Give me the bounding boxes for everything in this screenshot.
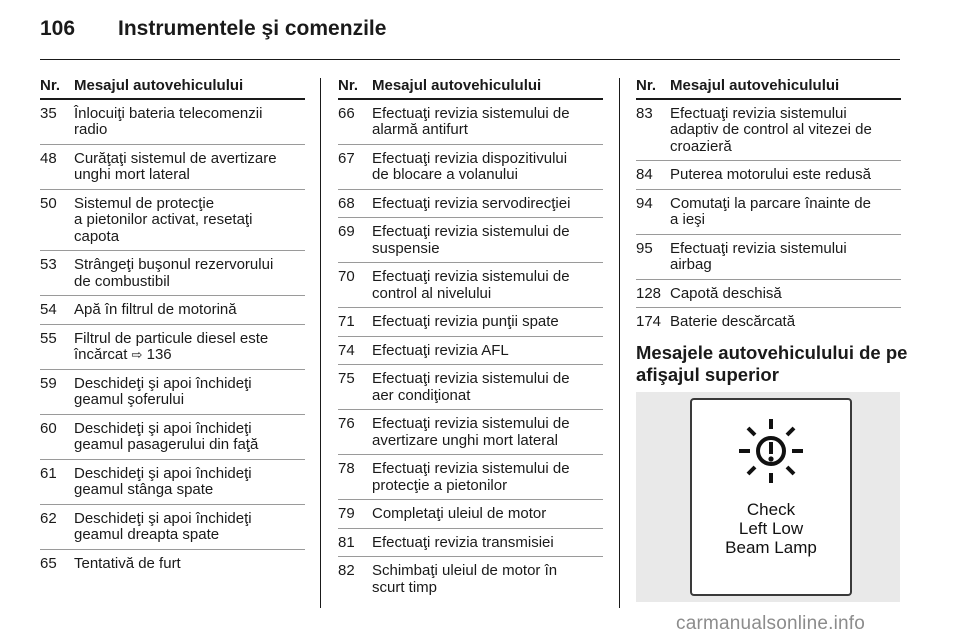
column-divider xyxy=(320,78,321,608)
message-label: Baterie descărcată xyxy=(670,313,796,330)
message-number: 78 xyxy=(338,455,372,500)
message-label: Schimbaţi uleiul de motor în scurt timp xyxy=(372,562,558,596)
column-header-message: Mesajul autovehiculului xyxy=(372,78,603,99)
message-table xyxy=(338,78,603,601)
message-number: 65 xyxy=(40,554,57,572)
message-label: Deschideţi şi apoi închideţi geamul şoferului xyxy=(74,374,252,408)
table-row xyxy=(636,161,901,190)
message-text xyxy=(372,336,603,365)
message-text xyxy=(670,279,901,308)
message-label: Efectuaţi revizia sistemului de control al nivelului xyxy=(372,268,570,302)
message-text xyxy=(74,414,305,459)
message-label: Deschideţi şi apoi închideţi geamul dreapta spate xyxy=(74,509,252,543)
table-row xyxy=(338,99,603,145)
message-number: 76 xyxy=(338,410,372,455)
bulb-warning-icon xyxy=(734,414,808,493)
column-divider xyxy=(619,78,620,608)
message-number: 60 xyxy=(40,414,74,459)
message-text xyxy=(74,296,305,325)
message-label: Efectuaţi revizia transmisiei xyxy=(372,533,554,551)
message-label: Efectuaţi revizia sistemului de aer condiţionat xyxy=(372,370,570,404)
message-label: Sistemul de protecţie a pietonilor activat, resetaţi capota xyxy=(74,194,253,245)
message-label: Efectuaţi revizia punţii spate xyxy=(372,313,559,330)
message-text xyxy=(372,144,603,189)
page-reference-link[interactable]: 136 xyxy=(146,346,172,363)
column-header-nr: Nr. xyxy=(338,78,372,99)
message-table xyxy=(40,78,305,577)
message-column-2 xyxy=(338,78,603,601)
message-number: 81 xyxy=(338,528,372,557)
table-row xyxy=(338,218,603,263)
message-label: Efectuaţi revizia dispozitivului de blocare a volanului xyxy=(372,149,568,183)
message-text xyxy=(372,500,603,529)
page-number: 106 xyxy=(40,17,76,40)
table-row xyxy=(338,189,603,218)
message-label: Curăţaţi sistemul de avertizare unghi mort lateral xyxy=(74,149,277,183)
message-text xyxy=(670,161,901,190)
message-number: 70 xyxy=(338,263,372,308)
message-text xyxy=(74,251,305,296)
message-number: 35 xyxy=(40,99,74,145)
message-number: 48 xyxy=(40,144,74,189)
message-text xyxy=(74,189,305,251)
message-number: 95 xyxy=(636,234,670,279)
table-row xyxy=(338,500,603,529)
section-heading: Mesajele autovehiculului de pe afişajul superior xyxy=(636,342,908,385)
table-row xyxy=(40,144,305,189)
table-row xyxy=(40,251,305,296)
table-row xyxy=(636,189,901,234)
message-label: Efectuaţi revizia sistemului adaptiv de control al vitezei de croazieră xyxy=(670,104,872,155)
message-number: 61 xyxy=(40,459,74,504)
message-label: Înlocuiţi bateria telecomenzii radio xyxy=(74,104,263,138)
message-text xyxy=(670,308,901,336)
message-number: 50 xyxy=(40,189,74,251)
message-number: 75 xyxy=(338,365,372,410)
message-label: Comutaţi la parcare înainte de a ieşi xyxy=(670,194,871,228)
table-row xyxy=(40,324,305,369)
message-number: 74 xyxy=(338,336,372,365)
table-row xyxy=(40,459,305,504)
table-row xyxy=(636,234,901,279)
message-number: 68 xyxy=(338,189,372,218)
message-label: Puterea motorului este redusă xyxy=(670,166,871,183)
watermark: carmanualsonline.info xyxy=(676,613,866,634)
message-text xyxy=(372,528,603,557)
message-number: 62 xyxy=(40,504,74,549)
message-label: Efectuaţi revizia sistemului airbag xyxy=(670,239,847,273)
table-row xyxy=(40,504,305,549)
message-number: 128 xyxy=(636,279,670,308)
table-row xyxy=(338,528,603,557)
table-row xyxy=(338,144,603,189)
message-label: Apă în filtrul de motorină xyxy=(74,301,237,318)
message-text xyxy=(670,234,901,279)
column-header-nr: Nr. xyxy=(636,78,670,99)
message-number: 79 xyxy=(338,500,372,529)
message-label: Capotă deschisă xyxy=(670,284,782,302)
column-header-message: Mesajul autovehiculului xyxy=(74,78,305,99)
table-row xyxy=(40,549,305,577)
message-table xyxy=(636,78,901,336)
message-number: 94 xyxy=(636,189,670,234)
table-row xyxy=(40,369,305,414)
message-text xyxy=(74,504,305,549)
message-text xyxy=(372,308,603,337)
message-number: 59 xyxy=(40,369,74,414)
message-column-3 xyxy=(636,78,901,336)
message-number: 67 xyxy=(338,144,372,189)
message-text xyxy=(372,263,603,308)
table-row xyxy=(338,336,603,365)
message-number: 82 xyxy=(338,562,355,579)
table-row xyxy=(338,557,603,602)
message-number: 54 xyxy=(40,296,74,325)
page-title: Instrumentele şi comenzile xyxy=(118,17,387,40)
table-row xyxy=(40,414,305,459)
table-row xyxy=(338,455,603,500)
table-row xyxy=(40,296,305,325)
message-label: Efectuaţi revizia servodirecţiei xyxy=(372,194,571,212)
message-text xyxy=(74,144,305,189)
message-label: Efectuaţi revizia sistemului de alarmă antifurt xyxy=(372,104,570,138)
message-label: Deschideţi şi apoi închideţi geamul stânga spate xyxy=(74,464,252,498)
table-row xyxy=(636,308,901,336)
message-number: 53 xyxy=(40,251,74,296)
table-row xyxy=(338,263,603,308)
message-text xyxy=(372,455,603,500)
page-reference-arrow-icon: ⇨ xyxy=(131,347,143,362)
message-number: 55 xyxy=(40,324,74,369)
message-text xyxy=(670,189,901,234)
table-row xyxy=(636,279,901,308)
table-row xyxy=(338,308,603,337)
message-number: 66 xyxy=(338,99,372,145)
message-label: Efectuaţi revizia sistemului de protecţie a pietonilor xyxy=(372,460,570,494)
message-label: Strângeţi buşonul rezervorului de combustibil xyxy=(74,256,274,290)
table-row xyxy=(338,365,603,410)
message-column-1 xyxy=(40,78,305,577)
message-label: Deschideţi şi apoi închideţi geamul pasagerului din faţă xyxy=(74,419,259,453)
table-row xyxy=(338,410,603,455)
message-label: Filtrul de particule diesel este încărcat xyxy=(74,329,269,363)
message-text xyxy=(74,99,305,145)
message-label: Efectuaţi revizia sistemului de avertizare unghi mort lateral xyxy=(372,415,570,449)
message-text xyxy=(74,369,305,414)
message-text xyxy=(372,557,603,602)
message-number: 174 xyxy=(636,313,662,330)
table-row xyxy=(636,99,901,161)
table-row xyxy=(40,99,305,145)
message-label: Efectuaţi revizia sistemului de suspensie xyxy=(372,223,570,257)
display-message: Check Left Low Beam Lamp xyxy=(725,500,817,557)
message-label: Tentativă de furt xyxy=(74,554,181,572)
upper-display-illustration xyxy=(690,398,852,596)
message-text xyxy=(372,218,603,263)
message-number: 84 xyxy=(636,161,670,190)
message-number: 83 xyxy=(636,99,670,161)
header-rule xyxy=(40,59,900,60)
message-number: 69 xyxy=(338,218,372,263)
message-text xyxy=(74,324,305,369)
message-text xyxy=(372,189,603,218)
message-text xyxy=(74,459,305,504)
table-row xyxy=(40,189,305,251)
message-text xyxy=(372,365,603,410)
column-header-nr: Nr. xyxy=(40,78,74,99)
message-label: Completaţi uleiul de motor xyxy=(372,505,547,522)
message-text xyxy=(372,99,603,145)
message-label: Efectuaţi revizia AFL xyxy=(372,341,509,359)
message-text xyxy=(74,549,305,577)
message-text xyxy=(372,410,603,455)
message-text xyxy=(670,99,901,161)
message-number: 71 xyxy=(338,308,372,337)
column-header-message: Mesajul autovehiculului xyxy=(670,78,901,99)
